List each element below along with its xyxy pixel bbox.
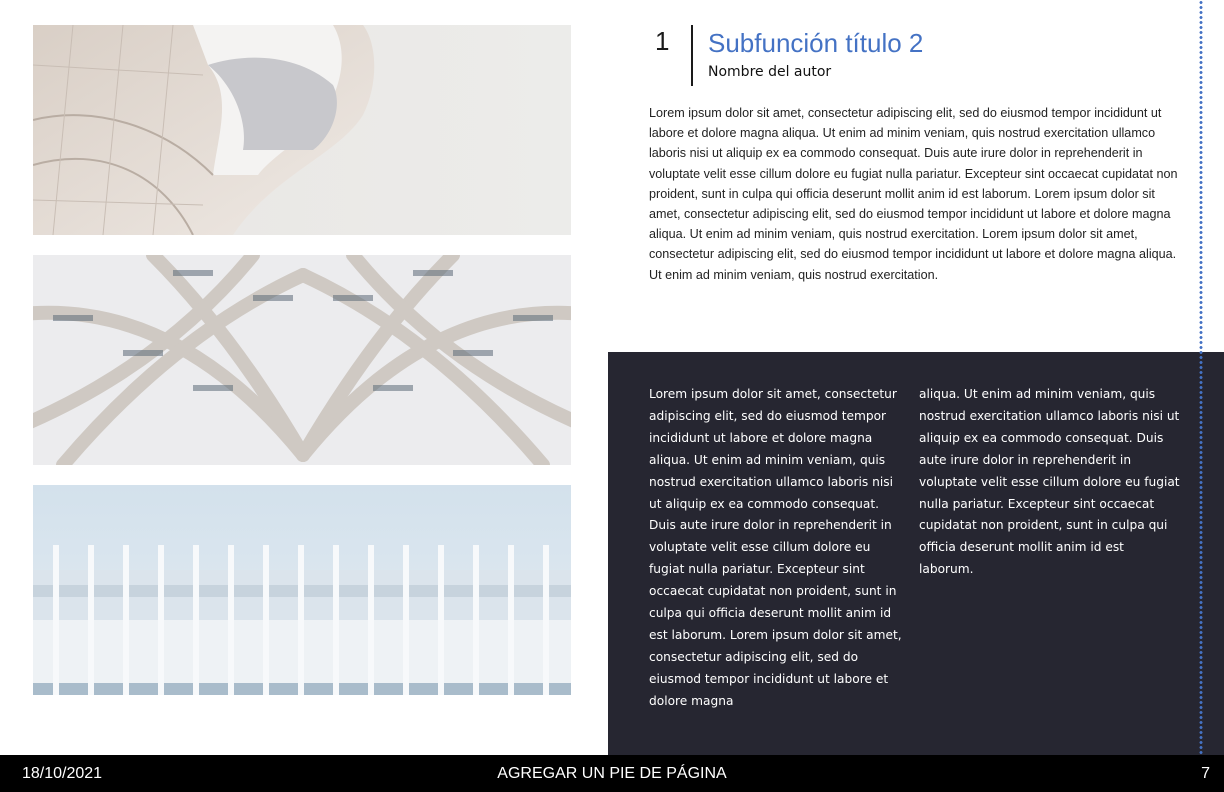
page-footer (0, 755, 1224, 792)
dark-box-left-column: Lorem ipsum dolor sit amet, consectetur adipiscing elit, sed do eiusmod tempor incididunt ut labore et dolore magna aliqua. Ut enim ad minim veniam, quis nostrud exercitation ullamco laboris nisi ut aliquip ex ea commodo consequat. Duis aute irure dolor in reprehenderit in voluptate velit esse cillum dolore eu fugiat nulla pariatur. Excepteur sint occaecat cupidatat non proident, sunt in culpa qui officia deserunt mollit anim id est laborum. Lorem ipsum dolor sit amet, consectetur adipiscing elit, sed do eiusmod tempor incididunt ut labore et dolore magna (649, 387, 902, 708)
body-paragraph: Lorem ipsum dolor sit amet, consectetur adipiscing elit, sed do eiusmod tempor incididunt ut labore et dolore magna aliqua. Ut enim ad minim veniam, quis nostrud exercitation ullamco laboris nisi ut aliquip ex ea commodo consequat. Duis aute irure dolor in reprehenderit in voluptate velit esse cillum dolore eu fugiat nulla pariatur. Excepteur sint occaecat cupidatat non proident, sunt in culpa qui officia deserunt mollit anim id est laborum. Lorem ipsum dolor sit amet, consectetur adipiscing elit, sed do eiusmod tempor incididunt ut labore et dolore magna aliqua. Ut enim ad minim veniam, quis nostrud exercitation. Lorem ipsum dolor sit amet, consectetur adipiscing elit, sed do eiusmod tempor incididunt ut labore et dolore magna aliqua. Ut enim ad minim veniam, quis nostrud exercitation. (649, 106, 1178, 282)
architecture-photo-curved-facade (33, 25, 571, 235)
section-title: Subfunción título 2 (708, 28, 924, 58)
author-name: Nombre del autor (708, 64, 832, 80)
page-number: 7 (1201, 765, 1210, 782)
architecture-photo-louvred-facade (33, 485, 571, 695)
dotted-divider (1199, 0, 1203, 755)
section-divider (691, 25, 693, 86)
footer-text: AGREGAR UN PIE DE PÁGINA (497, 765, 727, 782)
dark-box-right-column: aliqua. Ut enim ad minim veniam, quis nostrud exercitation ullamco laboris nisi ut aliquip ex ea commodo consequat. Duis aute irure dolor in reprehenderit in voluptate velit esse cillum dolore eu fugiat nulla pariatur. Excepteur sint occaecat cupidatat non proident, sunt in culpa qui officia deserunt mollit anim id est laborum. (919, 387, 1180, 577)
section-number: 1 (655, 26, 670, 56)
footer-date: 18/10/2021 (22, 765, 103, 782)
architecture-photo-lattice-roof (33, 255, 571, 465)
